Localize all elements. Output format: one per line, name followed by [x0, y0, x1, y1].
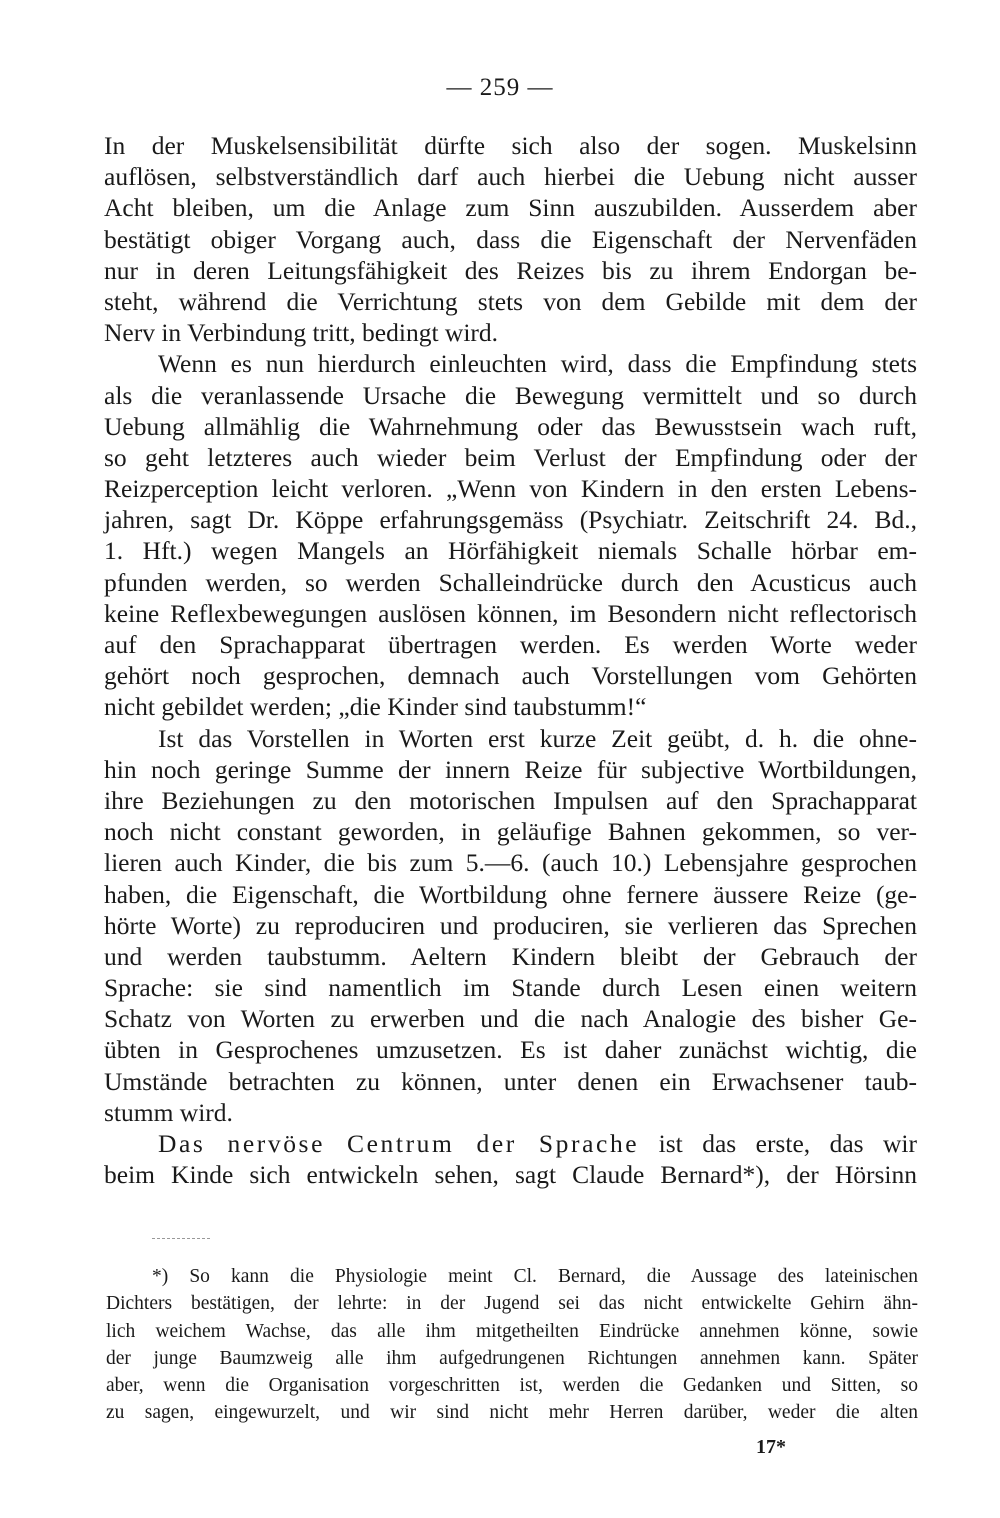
text-line: hörte Worte) zu reproduciren und produciren, sie verlieren das Sprechen [104, 910, 917, 940]
footnote-separator [152, 1238, 210, 1239]
text-line: Wenn es nun hierdurch einleuchten wird, dass die Empfindung stets [158, 349, 917, 379]
text-line: jahren, sagt Dr. Köppe erfahrungsgemäss (Psychiatr. Zeitschrift 24. Bd., [104, 505, 917, 535]
text-line: beim Kinde sich entwickeln sehen, sagt Claude Bernard*), der Hörsinn [104, 1160, 917, 1190]
text-line: Ist das Vorstellen in Worten erst kurze Zeit geübt, d. h. die ohne- [158, 723, 917, 753]
text-line: Reizperception leicht verloren. „Wenn von Kindern in den ersten Lebens- [104, 474, 917, 504]
footnote-line: aber, wenn die Organisation vorgeschritten ist, werden die Gedanken und Sitten, so [106, 1375, 918, 1397]
text-line: übten in Gesprochenes umzusetzen. Es ist daher zunächst wichtig, die [104, 1035, 917, 1065]
text-line: Nerv in Verbindung tritt, bedingt wird. [104, 318, 499, 348]
text-line [104, 1128, 917, 1159]
text-line: stumm wird. [104, 1097, 233, 1127]
footnote-line: *) So kann die Physiologie meint Cl. Bernard, die Aussage des lateinischen [152, 1266, 918, 1287]
footnote-line: Dichters bestätigen, der lehrte: in der Jugend sei das nicht entwickelte Gehirn ähn- [106, 1293, 918, 1315]
text-line: noch nicht constant geworden, in geläufige Bahnen gekommen, so ver- [104, 817, 917, 847]
text-line: ihre Beziehungen zu den motorischen Impulsen auf den Sprachapparat [104, 785, 917, 815]
spaced-phrase: Das nervöse Centrum der Sprache [158, 1129, 640, 1158]
text-line: keine Reflexbewegungen auslösen können, im Besondern nicht reflectorisch [104, 598, 917, 628]
text-line: Uebung allmählig die Wahrnehmung oder das Bewusstsein wach ruft, [104, 411, 917, 441]
text-line: In der Muskelsensibilität dürfte sich also der sogen. Muskelsinn [104, 131, 917, 160]
text-line: Sprache: sie sind namentlich im Stande durch Lesen einen weitern [104, 973, 917, 1003]
text-line: und werden taubstumm. Aeltern Kindern bleibt der Gebrauch der [104, 941, 917, 971]
text-fragment: ist das erste, das wir [639, 1129, 917, 1158]
footnote-line: der junge Baumzweig alle ihm aufgedrungenen Richtungen annehmen kann. Später [106, 1347, 918, 1369]
text-line: als die veranlassende Ursache die Bewegung vermittelt und so durch [104, 380, 917, 410]
main-text [104, 130, 917, 1190]
text-line: so geht letzteres auch wieder beim Verlust der Empfindung oder der [104, 442, 917, 472]
signature-mark: 17* [756, 1436, 786, 1458]
text-line: steht, während die Verrichtung stets von dem Gebilde mit dem der [104, 286, 917, 316]
text-line: 1. Hft.) wegen Mangels an Hörfähigkeit niemals Schalle hörbar em- [104, 536, 917, 566]
text-line: nur in deren Leitungsfähigkeit des Reizes bis zu ihrem Endorgan be- [104, 255, 917, 285]
text-line: lieren auch Kinder, die bis zum 5.—6. (auch 10.) Lebensjahre gesprochen [104, 848, 917, 878]
page-number: — 259 — [446, 74, 554, 101]
text-line: pfunden werden, so werden Schalleindrücke durch den Acusticus auch [104, 567, 917, 597]
text-line: Acht bleiben, um die Anlage zum Sinn auszubilden. Ausserdem aber [104, 193, 917, 223]
text-line: Umstände betrachten zu können, unter denen ein Erwachsener taub- [104, 1066, 917, 1096]
text-line: auf den Sprachapparat übertragen werden. Es werden Worte weder [104, 630, 917, 659]
text-line: hin noch geringe Summe der innern Reize für subjective Wortbildungen, [104, 754, 917, 784]
text-line: Schatz von Worten zu erwerben und die nach Analogie des bisher Ge- [104, 1004, 917, 1034]
text-line: nicht gebildet werden; „die Kinder sind taubstumm!“ [104, 692, 647, 722]
text-line: gehört noch gesprochen, demnach auch Vorstellungen vom Gehörten [104, 661, 917, 691]
footnote-line: zu sagen, eingewurzelt, und wir sind nicht mehr Herren darüber, weder die alten [106, 1402, 918, 1424]
footnote-line: lich weichem Wachse, das alle ihm mitgetheilten Eindrücke annehmen könne, sowie [106, 1320, 918, 1342]
text-line: auflösen, selbstverständlich darf auch hierbei die Uebung nicht ausser [104, 162, 917, 192]
text-line: haben, die Eigenschaft, die Wortbildung ohne fernere äussere Reize (ge- [104, 879, 917, 909]
footnote [106, 1263, 918, 1427]
text-line: bestätigt obiger Vorgang auch, dass die Eigenschaft der Nervenfäden [104, 224, 917, 254]
